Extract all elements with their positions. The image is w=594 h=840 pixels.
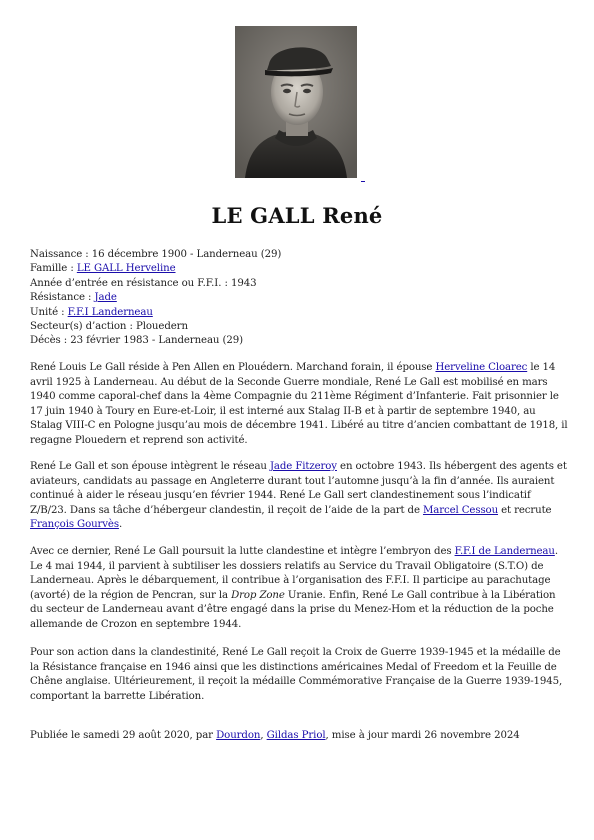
portrait-photo: [235, 26, 357, 178]
image-link-marker[interactable]: [361, 181, 365, 182]
death-label: Décès :: [30, 335, 71, 347]
paragraph-text: Uranie. Enfin, René Le Gall contribue à la Libération du secteur de Landerneau avant d’être engagé dans la prise du Menez-Hom et la réduction de la poche allemande de Crozon en septembre 1944.: [30, 589, 556, 630]
publication-info: [30, 729, 570, 744]
person-details: [30, 248, 570, 349]
family-label: Famille :: [30, 263, 77, 275]
paragraph-text: René Louis Le Gall réside à Pen Allen en Plouédern. Marchand forain, il épouse: [30, 362, 436, 373]
author-link[interactable]: Gildas Priol: [266, 730, 326, 741]
person-link[interactable]: François Gourvès: [30, 519, 119, 530]
paragraph-text: .: [118, 519, 123, 530]
sector-row: [30, 320, 570, 334]
unit-link[interactable]: F.F.I de Landerneau: [454, 546, 555, 557]
paragraph-text: Avec ce dernier, René Le Gall poursuit la lutte clandestine et intègre l’embryon des: [30, 546, 455, 557]
resistance-year-label: Année d’entrée en résistance ou F.F.I. :: [30, 277, 231, 289]
update-text: , mise à jour mardi 26 novembre 2024: [325, 730, 520, 741]
publication-text: Publiée le samedi 29 août 2020, par: [30, 730, 217, 741]
person-link[interactable]: Marcel Cessou: [422, 504, 499, 516]
paragraph-text: René Le Gall et son épouse intègrent le réseau: [30, 461, 270, 472]
birth-row: [30, 248, 570, 262]
family-row: [30, 262, 570, 276]
paragraph-text: et recrute: [498, 504, 552, 516]
biography-paragraph-2: [30, 460, 568, 533]
unit-label: Unité :: [30, 306, 68, 318]
death-row: [30, 334, 570, 348]
resistance-year-value: 1943: [230, 277, 257, 289]
family-link[interactable]: LE GALL Herveline: [76, 263, 176, 275]
author-separator: ,: [260, 730, 267, 741]
paragraph-text: . Le 4 mai 1944, il parvient à subtiliser les dossiers relatifs au Service du Travail Obligatoire (S.T.O) de Landerneau. Après le débarquement, il contribue à l’organisation des F.F.I. Il participe au parachutage (avorté) de la région de Pencran, sur la: [30, 546, 558, 601]
paragraph-text: en octobre 1943. Ils hébergent des agents et aviateurs, candidats au passage en Angleterre durant tout l’automne jusqu’à la fin d’année. Ils auraient continué à aider le réseau jusqu’en février 1944. René Le Gall sert clandestinement sous l’indicatif Z/B/23. Dans sa tâche d’hébergeur clandestin, il reçoit de l’aide de la part de: [30, 461, 567, 516]
birth-value: 16 décembre 1900 - Landerneau (29): [91, 249, 282, 260]
emphasis-text: Drop Zone: [231, 589, 285, 601]
resistance-network-link[interactable]: Jade: [94, 292, 117, 304]
unit-row: [30, 306, 570, 320]
spouse-link[interactable]: Herveline Cloarec: [435, 362, 528, 373]
birth-label: Naissance :: [30, 249, 92, 260]
biography-paragraph-4: Pour son action dans la clandestinité, René Le Gall reçoit la Croix de Guerre 1939-1945 et la médaille de la Résistance française en 1946 ainsi que les distinctions américaines Medal of Freedom et la Feuille de Chêne anglaise. Ultérieurement, il reçoit la médaille Commémorative Française de la Guerre 1939-1945, comportant la barrette Libération.: [30, 647, 563, 702]
resistance-row: [30, 291, 570, 305]
unit-link[interactable]: F.F.I Landerneau: [67, 306, 153, 318]
death-value: 23 février 1983 - Landerneau (29): [70, 335, 244, 347]
author-link[interactable]: Dourdon: [216, 730, 261, 741]
resistance-label: Résistance :: [30, 292, 95, 304]
biography-paragraph-3: [30, 545, 568, 632]
sector-value: Plouedern: [135, 321, 188, 333]
sector-label: Secteur(s) d’action :: [30, 321, 136, 333]
biography-paragraph-1: [30, 361, 568, 448]
paragraph-text: le 14 avril 1925 à Landerneau. Au début de la Seconde Guerre mondiale, René Le Gall est mobilisé en mars 1940 comme caporal-chef dans la 4ème Compagnie du 211ème Régiment d’Infanterie. Fait prisonnier le 17 juin 1940 à Toury en Eure-et-Loir, il est interné aux Stalag II-B et à partir de septembre 1940, au Stalag VIII-C en Pologne jusqu’au mois de décembre 1941. Libéré au titre d’ancien combattant de 1918, il regagne Plouedern et reprend son activité.: [30, 362, 568, 446]
page-title: LE GALL René: [211, 203, 383, 228]
network-link[interactable]: Jade Fitzeroy: [269, 461, 337, 472]
resistance-year-row: [30, 277, 570, 291]
